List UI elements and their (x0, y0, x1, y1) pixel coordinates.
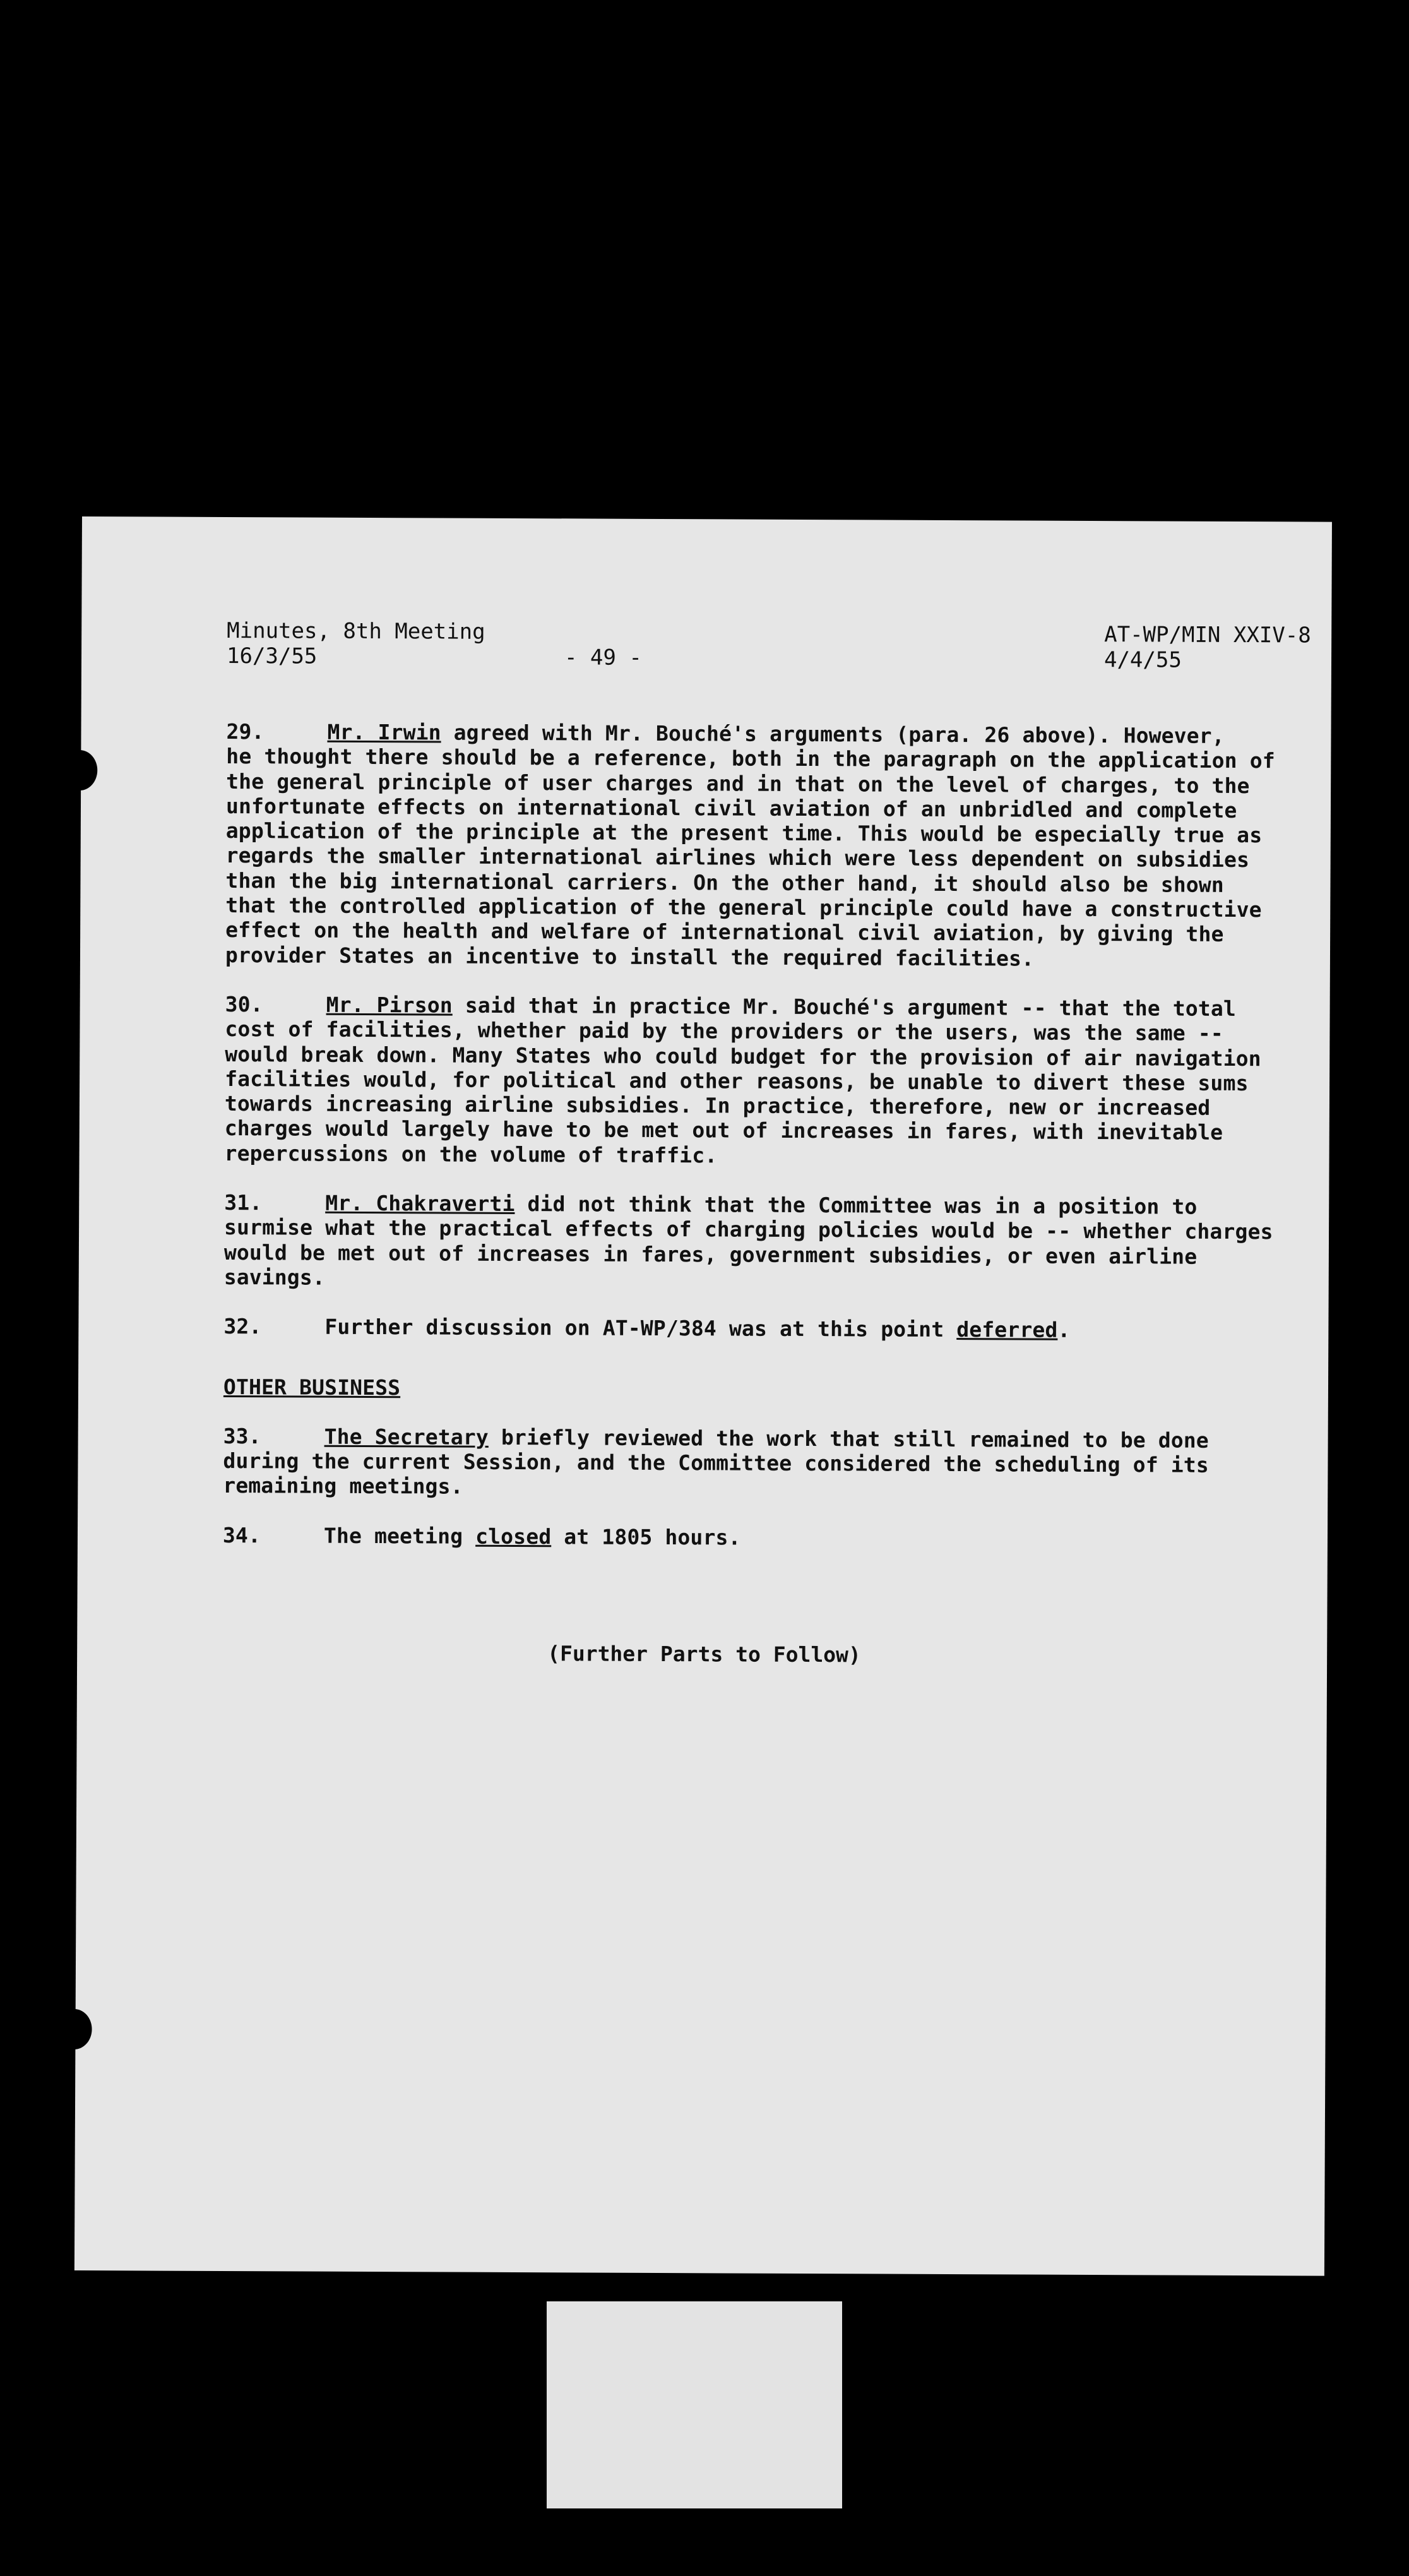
paragraph-text: briefly reviewed the work that still remained to be done (488, 1424, 1209, 1453)
issue-date: 4/4/55 (1103, 647, 1182, 673)
paragraph-number: 30. (225, 991, 263, 1017)
paragraph-30 (225, 992, 1305, 1171)
paragraph-text: The meeting (323, 1523, 476, 1549)
paragraph-number: 33. (223, 1423, 261, 1449)
paragraph-text: he thought there should be a reference, both in the paragraph on the application of the general principle of user charges and in that on the level of charges, to the unfortunate effects on international civil aviation of an unbridled and complete application of the principle at the present time. This would be especially true as regards the smaller international airlines which were less dependent on subsidies than the big international carriers. On the other hand, it should also be shown that the controlled application of the general principle could have a constructive effect on the health and welfare of international civil aviation, by giving the provider States an incentive to install the required facilities. (225, 744, 1275, 971)
paragraph-33 (223, 1424, 1302, 1503)
paragraph-number: 32. (223, 1314, 262, 1339)
paragraph-number: 29. (226, 719, 265, 744)
paragraph-text: Further discussion on AT-WP/384 was at this point (324, 1314, 957, 1342)
paragraph-text: during the current Session, and the Committee considered the scheduling of its remaining meetings. (223, 1448, 1209, 1500)
paragraph-text: did not think that the Committee was in a position to (514, 1191, 1198, 1219)
paragraph-29 (225, 719, 1306, 972)
paragraph-text: cost of facilities, whether paid by the providers or the users, was the same -- would break down. Many States who could budget for the provision of air navigation facilities would, for political and other reasons, be unable to divert these sums towards increasing airline subsidies. In practice, therefore, new or increased charges would largely have to be met out of increases in fares, with inevitable repercussions on the volume of traffic. (224, 1017, 1261, 1168)
document-page (74, 516, 1332, 2276)
page-number: - 49 - (564, 645, 642, 671)
underlined-word: closed (475, 1524, 552, 1549)
paragraph-number: 31. (224, 1190, 263, 1215)
further-parts-note: (Further Parts to Follow) (547, 1641, 861, 1667)
paragraph-32 (223, 1314, 1303, 1344)
document-reference: AT-WP/MIN XXIV-8 (1104, 622, 1311, 648)
speaker-name: Mr. Irwin (327, 719, 441, 745)
punch-hole-top (62, 750, 97, 790)
paragraph-text: said that in practice Mr. Bouché's argument -- that the total (452, 993, 1236, 1021)
paragraph-number: 34. (222, 1522, 261, 1547)
meeting-date: 16/3/55 (226, 643, 318, 669)
paragraph-31 (224, 1190, 1304, 1294)
speaker-name: Mr. Pirson (326, 992, 453, 1018)
punch-hole-bottom (56, 2009, 92, 2049)
minutes-title: Minutes, 8th Meeting (227, 618, 485, 645)
section-heading: OTHER BUSINESS (223, 1374, 401, 1400)
minutes-body (223, 719, 1306, 1577)
paragraph-text: surmise what the practical effects of charging policies would be -- whether charges would be met out of increases in fares, government subsidies, or even airline savings. (223, 1215, 1273, 1290)
paragraph-text: . (1057, 1317, 1071, 1343)
paragraph-34 (223, 1523, 1302, 1553)
speaker-name: The Secretary (324, 1424, 489, 1450)
paragraph-text: agreed with Mr. Bouché's arguments (para. 26 above). However, (441, 720, 1225, 748)
speaker-name: Mr. Chakraverti (325, 1190, 515, 1217)
underlined-word: deferred (956, 1317, 1058, 1342)
blank-card (547, 2301, 842, 2508)
header-left (227, 618, 485, 670)
header-right (1104, 622, 1311, 673)
paragraph-text: at 1805 hours. (551, 1524, 741, 1550)
